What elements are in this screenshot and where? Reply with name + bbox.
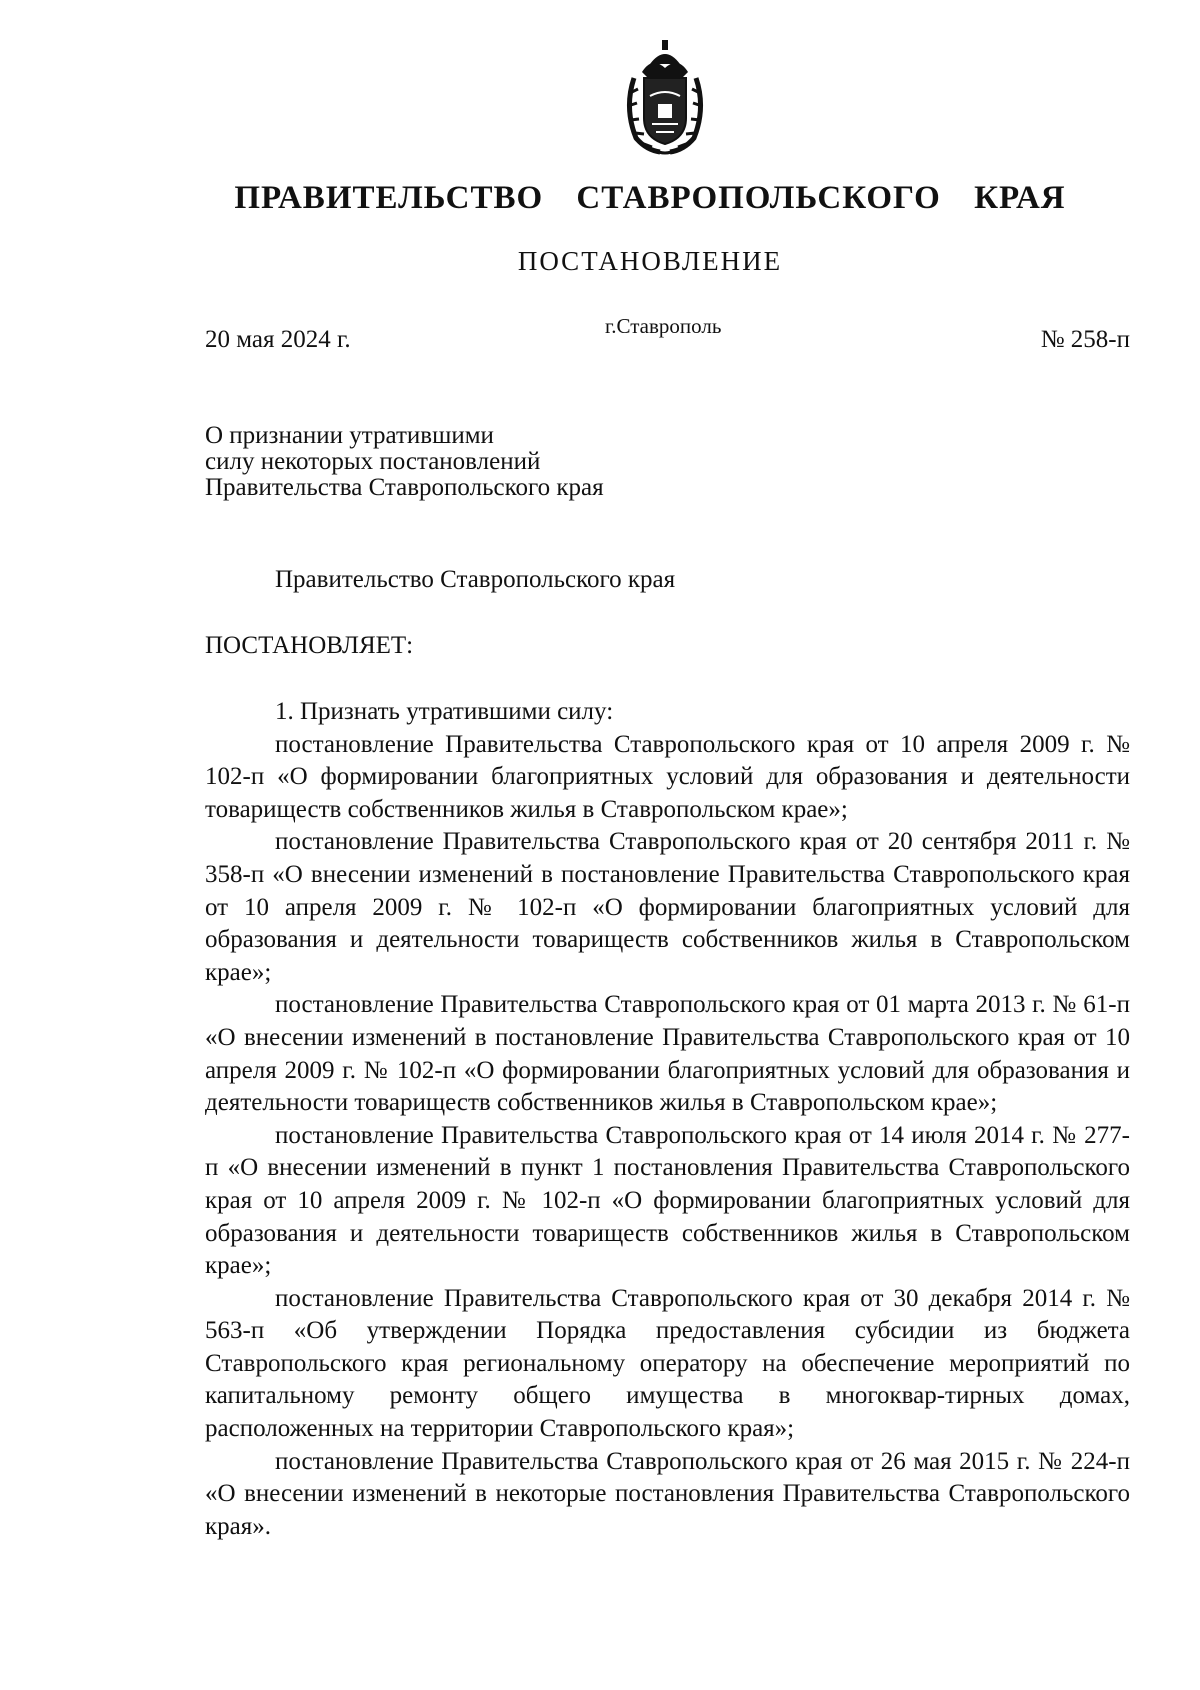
preamble: Правительство Ставропольского края: [275, 566, 676, 593]
subject-line: силу некоторых постановлений: [205, 448, 541, 475]
body-paragraph: постановление Правительства Ставропольского края от 10 апреля 2009 г. № 102-п «О формировании благоприятных условий для образования и деятельности товариществ собственников жилья в Ставропольском крае»;: [205, 730, 1130, 823]
body-paragraph: постановление Правительства Ставропольского края от 20 сентября 2011 г. № 358-п «О внесении изменений в постановление Правительства Ставропольского края от 10 апреля 2009 г. № 102-п «О формировании благоприятных условий для образования и деятельности товариществ собственников жилья в Ставропольском крае»;: [205, 828, 1130, 986]
document-subject: [205, 423, 604, 501]
body-paragraph: постановление Правительства Ставропольского края от 01 марта 2013 г. № 61-п «О внесении изменений в постановление Правительства Ставропольского края от 10 апреля 2009 г. № 102-п «О формировании благоприятных условий для образования и деятельности товариществ собственников жилья в Ставропольском крае»;: [205, 991, 1130, 1117]
coat-of-arms-emblem: [620, 38, 710, 156]
body-paragraph: постановление Правительства Ставропольского края от 30 декабря 2014 г. № 563-п «Об утверждении Порядка предоставления субсидии из бюджета Ставропольского края региональному оператору на обеспечение мероприятий по капитальному ремонту общего имущества в многоквар-тирных домах, расположенных на территории Ставропольского края»;: [205, 1284, 1130, 1443]
body-paragraph: постановление Правительства Ставропольского края от 14 июля 2014 г. № 277-п «О внесении изменений в пункт 1 постановления Правительства Ставропольского края от 10 апреля 2009 г. № 102-п «О формировании благоприятных условий для образования и деятельности товариществ собственников жилья в Ставропольском крае»;: [205, 1121, 1130, 1280]
document-body: [205, 696, 1130, 1543]
body-paragraph: постановление Правительства Ставропольского края от 26 мая 2015 г. № 224-п «О внесении изменений в некоторые постановления Правительства Ставропольского края».: [205, 1447, 1130, 1540]
document-city: г.Ставрополь: [605, 314, 722, 338]
subject-line: О признании утратившими: [205, 422, 494, 449]
subject-line: Правительства Ставропольского края: [205, 474, 604, 501]
document-date: 20 мая 2024 г.: [205, 326, 351, 353]
body-paragraph: 1. Признать утратившими силу:: [275, 698, 614, 725]
decrees-heading: ПОСТАНОВЛЯЕТ:: [205, 632, 414, 659]
document-type: ПОСТАНОВЛЕНИЕ: [517, 246, 783, 276]
document-number: № 258-п: [1040, 326, 1130, 353]
government-title: ПРАВИТЕЛЬСТВО СТАВРОПОЛЬСКОГО КРАЯ: [234, 180, 1066, 216]
